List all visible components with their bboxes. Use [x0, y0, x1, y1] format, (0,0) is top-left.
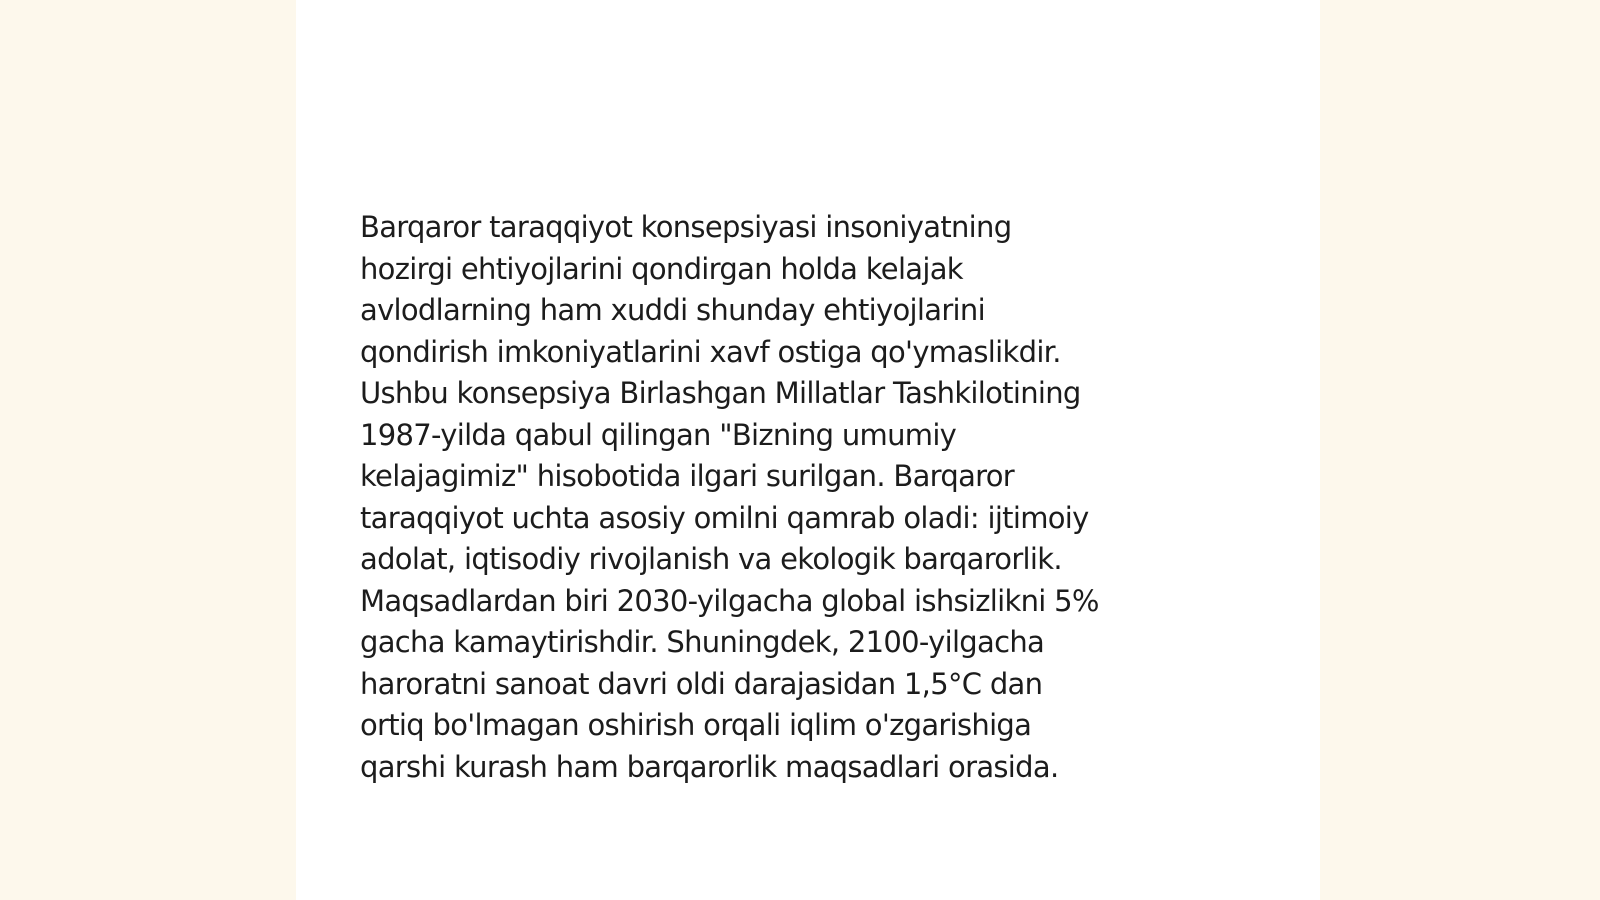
paragraph-line: Barqaror taraqqiyot konsepsiyasi insoniyatning [360, 210, 1012, 244]
paragraph-line: adolat, iqtisodiy rivojlanish va ekologik barqarorlik. [360, 542, 1062, 576]
paragraph-line: Maqsadlardan biri 2030-yilgacha global ishsizlikni 5% [360, 583, 1099, 618]
paragraph-line: gacha kamaytirishdir. Shuningdek, 2100-yilgacha [360, 625, 1045, 659]
paragraph-line: qarshi kurash ham barqarorlik maqsadlari orasida. [360, 749, 1059, 784]
paragraph-line: ortiq bo'lmagan oshirish orqali iqlim o'zgarishiga [360, 708, 1032, 742]
paragraph-line: 1987-yilda qabul qilingan "Bizning umumiy [360, 417, 957, 452]
body-paragraph [360, 207, 1260, 788]
paragraph-line: haroratni sanoat davri oldi darajasidan 1,5°C dan [360, 666, 1043, 701]
paragraph-line: kelajagimiz" hisobotida ilgari surilgan. Barqaror [360, 459, 1014, 493]
paragraph-line: Ushbu konsepsiya Birlashgan Millatlar Tashkilotining [360, 376, 1081, 410]
paragraph-line: hozirgi ehtiyojlarini qondirgan holda kelajak [360, 251, 963, 286]
document-page [296, 0, 1320, 900]
paragraph-line: avlodlarning ham xuddi shunday ehtiyojlarini [360, 293, 985, 327]
paragraph-line: qondirish imkoniyatlarini xavf ostiga qo'ymaslikdir. [360, 334, 1061, 369]
paragraph-line: taraqqiyot uchta asosiy omilni qamrab oladi: ijtimoiy [360, 500, 1089, 535]
